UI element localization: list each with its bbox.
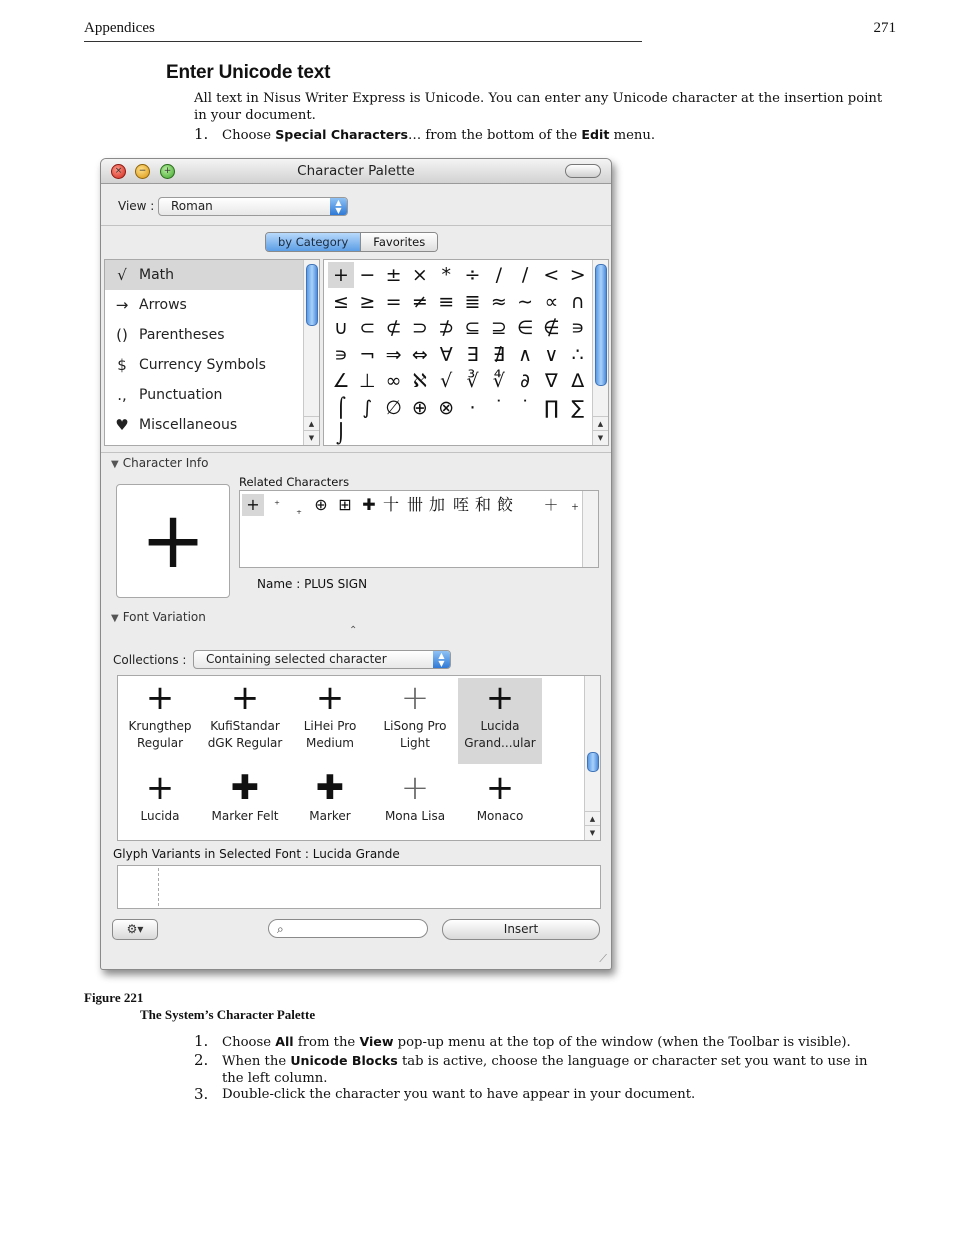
character-cell[interactable]: ∧ xyxy=(518,343,533,366)
font-variation-item[interactable] xyxy=(118,768,202,838)
minimize-button[interactable]: − xyxy=(135,164,150,179)
character-cell[interactable]: ⇔ xyxy=(411,343,428,366)
character-cell[interactable]: * xyxy=(441,264,451,286)
character-cell[interactable]: ∴ xyxy=(571,343,584,366)
scroll-down-arrow-icon[interactable]: ▼ xyxy=(304,430,319,445)
category-item-miscellaneous[interactable] xyxy=(105,410,303,440)
step-number: 2. xyxy=(194,1051,209,1069)
step-bold-term: View xyxy=(359,1034,394,1049)
font-variation-item[interactable] xyxy=(203,768,287,838)
header-rule xyxy=(84,41,642,42)
collapse-chevron-icon[interactable]: ⌃ xyxy=(349,625,358,636)
character-cell[interactable]: √ xyxy=(440,370,453,392)
category-item-punctuation[interactable] xyxy=(105,380,303,410)
character-cell[interactable]: = xyxy=(385,290,402,313)
glyph-variants-label: Glyph Variants in Selected Font : Lucida Grande xyxy=(113,847,400,861)
insert-button[interactable]: Insert xyxy=(442,919,600,940)
related-character-cell[interactable]: 加 xyxy=(428,495,445,514)
category-item-parentheses[interactable] xyxy=(105,320,303,350)
category-item-math[interactable] xyxy=(105,260,303,290)
font-sample-glyph: + xyxy=(145,678,175,718)
font-variation-item[interactable] xyxy=(458,768,542,838)
related-character-cell[interactable]: 和 xyxy=(474,495,491,514)
step-text: Choose xyxy=(222,128,276,143)
character-cell[interactable]: ÷ xyxy=(464,264,481,286)
toolbar-toggle-button[interactable] xyxy=(565,164,601,178)
view-popup-value: Roman xyxy=(171,199,213,213)
font-sample-glyph: + xyxy=(400,678,430,718)
related-characters-label: Related Characters xyxy=(239,475,350,489)
zoom-button[interactable]: + xyxy=(160,164,175,179)
search-icon: ⌕ xyxy=(277,922,284,936)
font-sample-glyph: ✚ xyxy=(230,768,260,808)
step-text xyxy=(222,1033,884,1051)
font-name-label: Mona Lisa xyxy=(384,809,446,823)
step-special-characters xyxy=(194,126,655,144)
character-cell[interactable]: ∪ xyxy=(334,317,348,339)
step-text-part: Choose xyxy=(222,1035,276,1050)
step-text: … from the bottom of the xyxy=(408,128,582,143)
related-character-cell[interactable]: ⁺ xyxy=(274,498,280,511)
font-variation-item[interactable] xyxy=(373,768,457,838)
font-sample-glyph: + xyxy=(230,678,260,718)
related-character-cell[interactable]: ＋ xyxy=(543,496,559,514)
scroll-thumb[interactable] xyxy=(306,264,318,326)
character-cell[interactable]: ∕ xyxy=(521,264,529,286)
character-cell[interactable]: ≣ xyxy=(464,290,481,313)
disclosure-triangle-icon[interactable]: ▼ xyxy=(111,459,119,470)
related-scrollbar[interactable] xyxy=(582,491,598,567)
font-name-label: Marker xyxy=(309,809,351,823)
related-character-cell[interactable]: ✚ xyxy=(362,495,376,514)
font-sample-glyph: + xyxy=(485,678,515,718)
character-cell[interactable]: ∑ xyxy=(571,396,585,419)
heart-icon: ♥ xyxy=(115,416,129,434)
step-text xyxy=(222,1052,884,1087)
figure-caption: The System’s Character Palette xyxy=(140,1007,316,1022)
character-cell[interactable]: ⊕ xyxy=(411,396,428,419)
font-name-label: Lucida Grand...ular xyxy=(464,719,536,750)
popup-arrows-icon: ▲ ▼ xyxy=(330,198,347,215)
font-name-label: Lucida xyxy=(140,809,180,823)
grid-scrollbar[interactable] xyxy=(592,260,608,445)
view-popup[interactable] xyxy=(158,197,348,216)
step-text: Double-click the character you want to have appear in your document. xyxy=(222,1087,696,1102)
search-field[interactable] xyxy=(268,919,428,938)
title-bar[interactable] xyxy=(101,159,611,184)
dollar-icon: $ xyxy=(117,356,127,374)
running-header-section: Appendices xyxy=(84,20,155,36)
popup-arrows-icon: ▲ ▼ xyxy=(433,651,450,668)
character-cell[interactable]: ∉ xyxy=(543,317,560,339)
font-variation-item[interactable] xyxy=(373,678,457,764)
scroll-down-arrow-icon[interactable]: ▼ xyxy=(585,825,600,840)
character-cell[interactable]: ℵ xyxy=(412,370,427,392)
character-cell[interactable]: ≠ xyxy=(411,290,428,313)
font-name-label: Marker Felt xyxy=(211,809,279,823)
step-3 xyxy=(194,1086,884,1104)
character-cell[interactable]: ∂ xyxy=(520,370,530,392)
character-cell[interactable]: ∇ xyxy=(545,370,558,392)
step-text-part: When the xyxy=(222,1054,291,1069)
math-icon: √ xyxy=(117,266,127,284)
page-number: 271 xyxy=(873,20,896,36)
step-2 xyxy=(194,1052,884,1087)
character-cell[interactable]: ∛ xyxy=(466,370,479,392)
category-tabs xyxy=(265,232,438,252)
font-variation-item[interactable] xyxy=(288,678,372,764)
related-characters-list xyxy=(239,490,599,568)
character-cell[interactable]: ≤ xyxy=(333,290,349,313)
character-cell[interactable]: ⇒ xyxy=(385,343,402,366)
character-cell[interactable]: ∨ xyxy=(544,343,559,366)
step-1 xyxy=(194,1033,884,1051)
scroll-up-arrow-icon[interactable]: ▲ xyxy=(593,416,608,431)
font-variation-item[interactable] xyxy=(288,768,372,838)
collections-popup-value: Containing selected character xyxy=(206,652,387,666)
font-name-label: LiHei Pro Medium xyxy=(303,719,357,750)
character-grid xyxy=(323,259,609,446)
character-info-disclosure[interactable] xyxy=(111,456,208,470)
parentheses-icon: () xyxy=(116,326,128,344)
character-cell[interactable]: ∃ xyxy=(466,343,479,366)
character-cell[interactable]: ⊄ xyxy=(385,317,402,339)
scroll-up-arrow-icon[interactable]: ▲ xyxy=(585,811,600,826)
scroll-up-arrow-icon[interactable]: ▲ xyxy=(304,416,319,431)
character-cell[interactable]: ⊇ xyxy=(490,317,507,339)
character-cell[interactable]: ⌡ xyxy=(336,423,346,445)
divider xyxy=(158,868,159,906)
character-cell[interactable]: ∠ xyxy=(332,370,350,392)
selected-glyph-preview: + xyxy=(116,484,230,598)
related-character-cell[interactable]: + xyxy=(242,494,264,516)
font-sample-glyph: + xyxy=(315,678,345,718)
character-cell[interactable]: ˙ xyxy=(494,396,504,419)
step-bold-term: Special Characters xyxy=(275,127,408,142)
scroll-thumb[interactable] xyxy=(595,264,607,386)
character-cell[interactable]: ⊗ xyxy=(438,396,455,419)
category-item-arrows[interactable] xyxy=(105,290,303,320)
font-sample-glyph: + xyxy=(485,768,515,808)
step-bold-term: All xyxy=(275,1034,294,1049)
font-variation-label: Font Variation xyxy=(122,610,206,624)
character-info-label: Character Info xyxy=(122,456,209,470)
divider xyxy=(101,452,611,453)
related-character-cell[interactable]: 十 xyxy=(382,495,399,514)
character-cell[interactable]: + xyxy=(328,262,354,288)
step-text-part: tab is active, choose the language or character set you want to use in the left column. xyxy=(222,1054,868,1086)
character-cell[interactable]: − xyxy=(359,264,376,286)
related-character-cell[interactable]: ₊ xyxy=(296,504,302,517)
step-number: 1. xyxy=(194,125,209,143)
intro-paragraph: All text in Nisus Writer Express is Unicode. You can enter any Unicode character at the insertion point in your document. xyxy=(194,91,883,123)
font-variation-grid xyxy=(117,675,601,841)
glyph-variants-list xyxy=(117,865,601,909)
font-name-label: Monaco xyxy=(476,809,524,823)
collections-popup[interactable] xyxy=(193,650,451,669)
step-text: menu. xyxy=(609,128,656,143)
step-number: 3. xyxy=(194,1085,209,1103)
character-cell[interactable]: ∝ xyxy=(544,290,559,313)
resize-grip-icon[interactable]: ⟋ xyxy=(599,952,607,965)
character-cell[interactable]: ∍ xyxy=(570,317,585,339)
related-character-cell[interactable]: ⊞ xyxy=(338,495,352,514)
font-variation-item[interactable] xyxy=(458,678,542,764)
character-cell[interactable]: ∏ xyxy=(544,396,559,419)
font-variation-item[interactable] xyxy=(118,678,202,764)
collections-label: Collections : xyxy=(113,653,187,667)
section-title: Enter Unicode text xyxy=(166,62,331,83)
scroll-thumb[interactable] xyxy=(587,752,599,772)
character-palette-window xyxy=(100,158,612,970)
character-cell[interactable]: ∫ xyxy=(362,396,373,419)
character-cell[interactable]: × xyxy=(411,264,428,286)
step-bold-term: Unicode Blocks xyxy=(290,1053,398,1068)
related-character-cell[interactable]: ⊕ xyxy=(314,495,328,514)
step-text-part: from the xyxy=(293,1035,360,1050)
step-bold-term: Edit xyxy=(581,127,610,142)
character-cell[interactable]: / xyxy=(495,264,502,286)
related-character-cell[interactable]: ﹢ xyxy=(567,496,583,514)
step-number: 1. xyxy=(194,1032,209,1050)
font-variation-item[interactable] xyxy=(203,678,287,764)
character-cell[interactable]: ⊃ xyxy=(411,317,428,339)
step-text-part: pop-up menu at the top of the window (when the Toolbar is visible). xyxy=(393,1035,851,1050)
tab-favorites[interactable]: Favorites xyxy=(361,233,437,251)
character-cell[interactable]: ⌠ xyxy=(336,396,346,419)
character-cell[interactable]: ⊂ xyxy=(359,317,376,339)
character-cell[interactable]: ⊅ xyxy=(438,317,455,339)
font-variation-disclosure[interactable] xyxy=(111,610,206,624)
category-label: Currency Symbols xyxy=(139,357,266,373)
character-cell[interactable]: ∈ xyxy=(516,317,534,339)
category-label: Arrows xyxy=(139,297,187,313)
window-title: Character Palette xyxy=(297,163,415,179)
character-cell[interactable]: ± xyxy=(385,264,402,286)
character-cell[interactable]: ˙ xyxy=(520,396,530,419)
character-name: Name : PLUS SIGN xyxy=(257,577,368,591)
font-sample-glyph: + xyxy=(145,768,175,808)
related-character-cell[interactable]: 卌 xyxy=(406,495,423,514)
figure-number: Figure 221 xyxy=(84,990,144,1005)
character-cell[interactable]: ¬ xyxy=(359,343,376,366)
character-cell[interactable]: ∩ xyxy=(570,290,585,313)
character-cell[interactable]: < xyxy=(543,264,560,286)
punctuation-icon: ., xyxy=(117,386,127,404)
character-cell[interactable]: ∜ xyxy=(492,370,505,392)
character-cell[interactable]: ∼ xyxy=(517,290,534,313)
character-cell[interactable]: · xyxy=(469,396,476,419)
character-cell[interactable]: ∞ xyxy=(385,370,402,392)
font-scrollbar[interactable] xyxy=(584,676,600,840)
font-sample-glyph: + xyxy=(400,768,430,808)
category-list xyxy=(104,259,320,446)
category-item-currency-symbols[interactable] xyxy=(105,350,303,380)
character-cell[interactable]: ∄ xyxy=(492,343,505,366)
character-cell[interactable]: ∍ xyxy=(334,343,348,366)
related-character-cell[interactable]: 餃 xyxy=(496,495,513,514)
category-label: Parentheses xyxy=(139,327,225,343)
scroll-down-arrow-icon[interactable]: ▼ xyxy=(593,430,608,445)
font-sample-glyph: ✚ xyxy=(315,768,345,808)
font-name-label: Krungthep Regular xyxy=(128,719,192,750)
category-label: Miscellaneous xyxy=(139,417,238,433)
character-cell[interactable]: ≥ xyxy=(359,290,376,313)
character-cell[interactable]: ≈ xyxy=(490,290,507,313)
font-name-label: KufiStandar dGK Regular xyxy=(207,719,283,750)
arrow-icon: → xyxy=(115,296,129,314)
character-cell[interactable]: > xyxy=(569,264,586,286)
character-cell[interactable]: ⊆ xyxy=(464,317,481,339)
character-cell[interactable]: ∅ xyxy=(385,396,402,419)
character-cell[interactable]: ∆ xyxy=(571,370,585,392)
category-label: Punctuation xyxy=(139,387,223,403)
related-character-cell[interactable]: 咥 xyxy=(452,495,469,514)
tab-by-category[interactable]: by Category xyxy=(266,233,361,251)
divider xyxy=(101,225,611,226)
close-button[interactable]: × xyxy=(111,164,126,179)
disclosure-triangle-icon[interactable]: ▼ xyxy=(111,613,119,624)
character-cell[interactable]: ≡ xyxy=(438,290,455,313)
character-cell[interactable]: ∀ xyxy=(439,343,453,366)
character-cell[interactable]: ⊥ xyxy=(359,370,376,392)
font-name-label: LiSong Pro Light xyxy=(383,719,447,750)
category-label: Math xyxy=(139,267,175,283)
view-label: View : xyxy=(118,199,155,213)
category-scrollbar[interactable] xyxy=(303,260,319,445)
gear-menu-button[interactable]: ⚙▾ xyxy=(112,919,158,940)
